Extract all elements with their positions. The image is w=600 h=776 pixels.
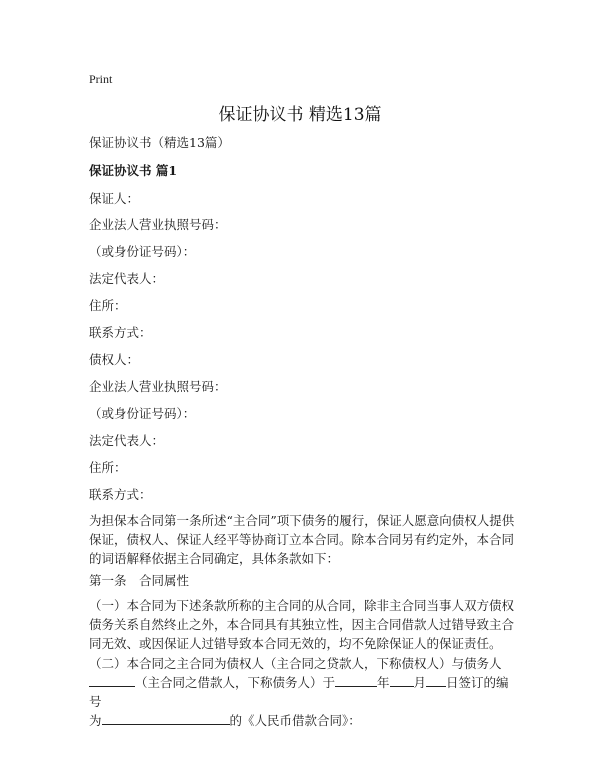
guarantor-address: 住所： bbox=[89, 298, 127, 313]
document-subtitle: 保证协议书（精选13篇） bbox=[89, 135, 230, 150]
creditor-address: 住所： bbox=[89, 460, 127, 475]
year-label: 年 bbox=[377, 675, 390, 690]
document-title: 保证协议书 精选13篇 bbox=[218, 105, 382, 125]
creditor-contact: 联系方式： bbox=[89, 487, 152, 502]
section-heading: 保证协议书 篇1 bbox=[89, 163, 178, 178]
day-suffix-label: 日签订的编号 bbox=[89, 675, 509, 709]
guarantor-label: 保证人： bbox=[89, 191, 140, 206]
guarantor-representative: 法定代表人： bbox=[89, 271, 165, 286]
creditor-id: （或身份证号码）： bbox=[89, 406, 196, 421]
guarantor-id: （或身份证号码）： bbox=[89, 244, 196, 259]
contract-number-blank[interactable] bbox=[102, 712, 230, 725]
debtor-blank[interactable] bbox=[89, 674, 135, 687]
print-link[interactable]: Print bbox=[89, 72, 113, 86]
guarantor-license: 企业法人营业执照号码： bbox=[89, 217, 227, 232]
contract-name: 的《人民币借款合同》： bbox=[229, 713, 361, 728]
creditor-license: 企业法人营业执照号码： bbox=[89, 379, 227, 394]
year-blank[interactable] bbox=[335, 674, 377, 687]
creditor-label: 债权人： bbox=[89, 352, 140, 367]
clause-two-part2: （主合同之借款人，下称债务人）于 bbox=[135, 675, 336, 690]
clause-one: （一）本合同为下述条款所称的主合同的从合同，除非主合同当事人双方债权债务关系自然终止之外，本合同具有其独立性，因主合同借款人过错导致主合同无效、或因保证人过错导致本合同无效的，均不免除保证人的保证责任。 bbox=[89, 598, 515, 651]
creditor-representative: 法定代表人： bbox=[89, 433, 165, 448]
clause-two-part1: （二）本合同之主合同为债权人（主合同之贷款人，下称债权人）与债务人 bbox=[89, 656, 502, 671]
month-label: 月 bbox=[413, 675, 427, 690]
guarantor-contact: 联系方式： bbox=[89, 325, 152, 340]
day-blank[interactable] bbox=[426, 674, 446, 687]
month-blank[interactable] bbox=[390, 674, 414, 687]
intro-paragraph: 为担保本合同第一条所述“主合同”项下债务的履行，保证人愿意向债权人提供保证，债权人、保证人经平等协商订立本合同。除本合同另有约定外，本合同的词语解释依据主合同确定，具体条款如下： bbox=[89, 513, 515, 566]
clause-two bbox=[89, 654, 521, 730]
article-one-heading: 第一条 合同属性 bbox=[89, 573, 190, 588]
prefix-wei: 为 bbox=[89, 713, 102, 728]
